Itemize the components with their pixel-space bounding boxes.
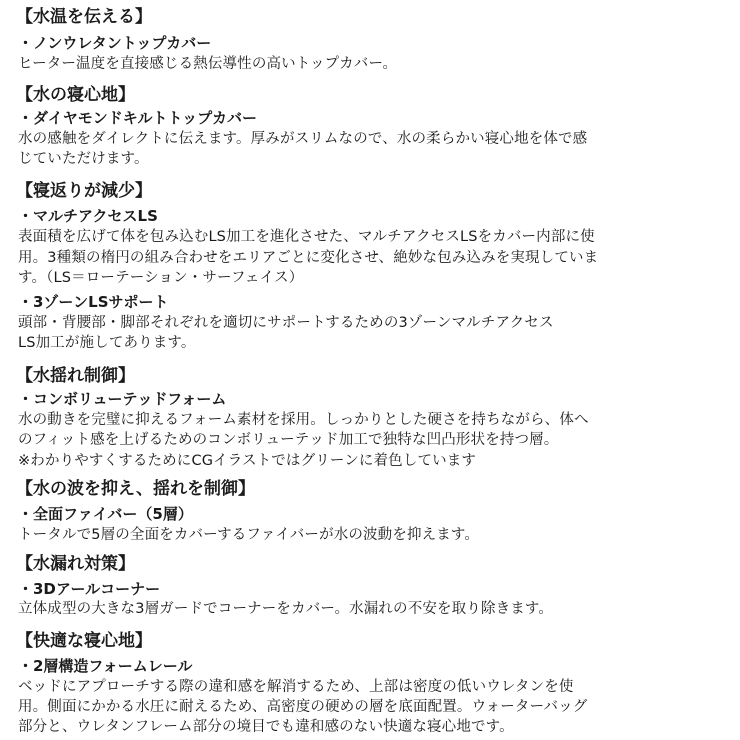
section-heading: 【水温を伝える】 xyxy=(16,7,152,27)
item-text: LS加工が施してあります。 xyxy=(18,335,196,351)
item-title: ・2層構造フォームレール xyxy=(18,657,193,675)
item-text: じていただけます。 xyxy=(18,151,149,167)
item-text: トータルで5層の全面をカバーするファイバーが水の波動を抑えます。 xyxy=(18,527,480,543)
item-text: ヒーター温度を直接感じる熱伝導性の高いトップカバー。 xyxy=(18,56,398,72)
item-text: 用。3種類の楕円の組み合わせをエリアごとに変化させ、絶妙な包み込みを実現していま xyxy=(18,250,599,266)
item-text: 頭部・背腰部・脚部それぞれを適切にサポートするための3ゾーンマルチアクセス xyxy=(18,315,554,331)
item-text: 水の動きを完璧に抑えるフォーム素材を採用。しっかりとした硬さを持ちながら、体へ xyxy=(18,412,589,428)
section-heading: 【水の寝心地】 xyxy=(16,85,135,105)
item-text: す。（LS＝ローテーション・サーフェイス） xyxy=(18,270,304,286)
item-text: 用。側面にかかる水圧に耐えるため、高密度の硬めの層を底面配置。ウォーターバッグ xyxy=(18,699,588,715)
item-title: ・3ゾーンLSサポート xyxy=(18,293,169,311)
section-heading: 【水の波を抑え、揺れを制御】 xyxy=(16,479,256,499)
item-title: ・3Dアールコーナー xyxy=(18,580,161,598)
item-text: ベッドにアプローチする際の違和感を解消するため、上部は密度の低いウレタンを使 xyxy=(18,679,574,695)
section-heading: 【寝返りが減少】 xyxy=(16,181,152,201)
item-title: ・全面ファイバー（5層） xyxy=(18,505,193,523)
section-heading: 【水漏れ対策】 xyxy=(16,554,135,574)
item-title: ・ダイヤモンドキルトトップカバー xyxy=(18,109,257,127)
item-text: 立体成型の大きな3層ガードでコーナーをカバー。水漏れの不安を取り除きます。 xyxy=(18,601,554,617)
item-text: のフィット感を上げるためのコンボリューテッド加工で独特な凹凸形状を持つ層。 xyxy=(18,432,559,448)
item-title: ・ノンウレタントップカバー xyxy=(18,34,212,52)
section-heading: 【水揺れ制御】 xyxy=(16,366,135,386)
item-title: ・コンボリューテッドフォーム xyxy=(18,390,227,408)
item-text: 水の感触をダイレクトに伝えます。厚みがスリムなので、水の柔らかい寝心地を体で感 xyxy=(18,131,588,147)
item-title: ・マルチアクセスLS xyxy=(18,207,158,225)
item-text: 部分と、ウレタンフレーム部分の境目でも違和感のない快適な寝心地です。 xyxy=(18,719,514,735)
section-heading: 【快適な寝心地】 xyxy=(16,631,152,651)
item-text: 表面積を広げて体を包み込むLS加工を進化させた、マルチアクセスLSをカバー内部に使 xyxy=(18,229,595,245)
item-text: ※わかりやすくするためにCGイラストではグリーンに着色しています xyxy=(18,453,477,469)
